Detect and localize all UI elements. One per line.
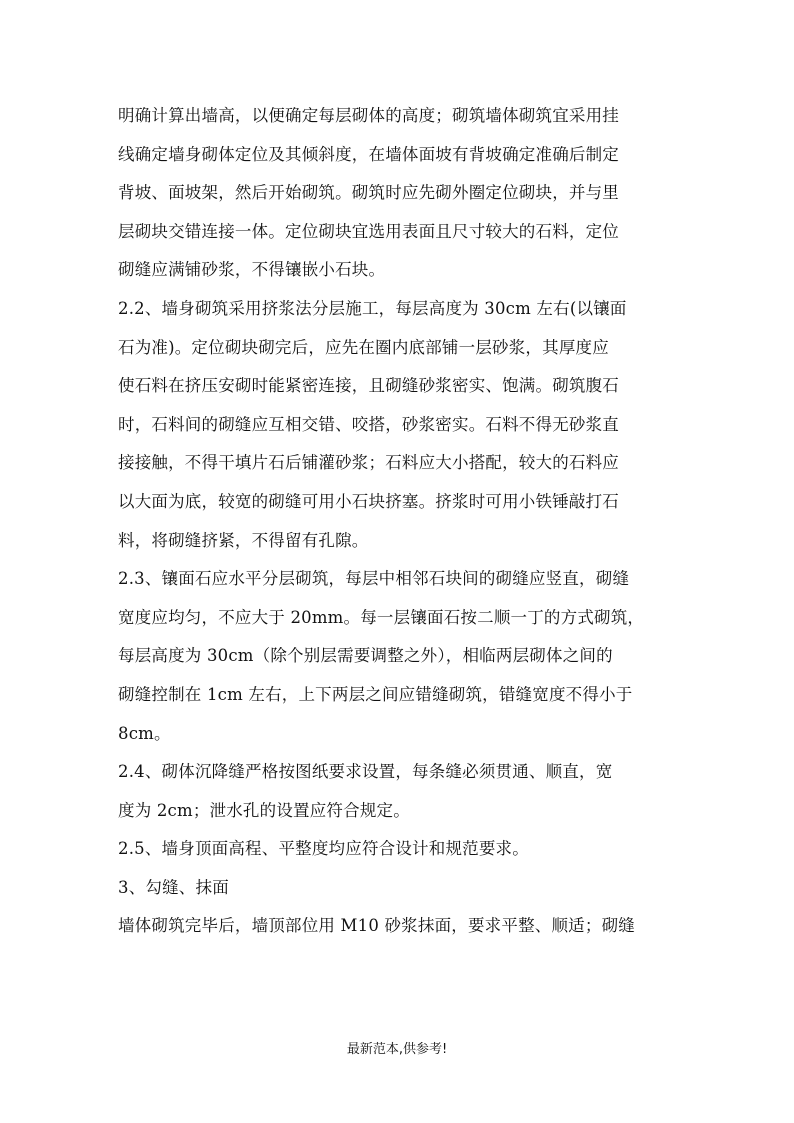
text-line: 层砌块交错连接一体。定位砌块宜选用表面且尺寸较大的石料，定位 <box>118 221 619 241</box>
text-line: 砌缝控制在 1cm 左右，上下两层之间应错缝砌筑，错缝宽度不得小于 <box>118 684 633 704</box>
text-line: 墙体砌筑完毕后，墙顶部位用 M10 砂浆抹面，要求平整、顺适；砌缝 <box>118 916 635 936</box>
text-line: 明确计算出墙高，以便确定每层砌体的高度；砌筑墙体砌筑宜采用挂 <box>118 106 619 125</box>
text-line: 2.5、墙身顶面高程、平整度均应符合设计和规范要求。 <box>118 839 529 859</box>
text-line: 每层高度为 30cm（除个别层需要调整之外），相临两层砌体之间的 <box>118 646 613 666</box>
text-line: 时，石料间的砌缝应互相交错、咬搭，砂浆密实。石料不得无砂浆直 <box>118 414 619 434</box>
text-line: 以大面为底，较宽的砌缝可用小石块挤塞。挤浆时可用小铁锤敲打石 <box>118 491 619 511</box>
text-line: 线确定墙身砌体定位及其倾斜度，在墙体面坡有背坡确定准确后制定 <box>118 144 619 164</box>
document-body <box>118 97 678 946</box>
text-line: 宽度应均匀，不应大于 20mm。每一层镶面石按二顺一丁的方式砌筑， <box>118 607 645 627</box>
text-line: 石为准)。定位砌块砌完后，应先在圈内底部铺一层砂浆，其厚度应 <box>118 337 609 357</box>
text-line: 使石料在挤压安砌时能紧密连接，且砌缝砂浆密实、饱满。砌筑腹石 <box>118 376 619 396</box>
page-footer: 最新范本,供参考! <box>346 1042 448 1057</box>
text-line: 背坡、面坡架，然后开始砌筑。砌筑时应先砌外圈定位砌块，并与里 <box>118 183 619 203</box>
text-line: 料，将砌缝挤紧，不得留有孔隙。 <box>118 530 369 550</box>
text-line: 3、勾缝、抹面 <box>118 877 229 897</box>
text-line: 2.2、墙身砌筑采用挤浆法分层施工，每层高度为 30cm 左右(以镶面 <box>118 298 627 318</box>
text-line: 2.3、镶面石应水平分层砌筑，每层中相邻石块间的砌缝应竖直，砌缝 <box>118 569 630 589</box>
text-line: 8cm。 <box>118 723 171 743</box>
text-line: 砌缝应满铺砂浆，不得镶嵌小石块。 <box>118 260 386 280</box>
text-line: 接接触，不得干填片石后铺灌砂浆；石料应大小搭配，较大的石料应 <box>118 453 619 473</box>
text-line: 2.4、砌体沉降缝严格按图纸要求设置，每条缝必须贯通、顺直，宽 <box>118 762 613 782</box>
text-line: 度为 2cm；泄水孔的设置应符合规定。 <box>118 800 410 820</box>
